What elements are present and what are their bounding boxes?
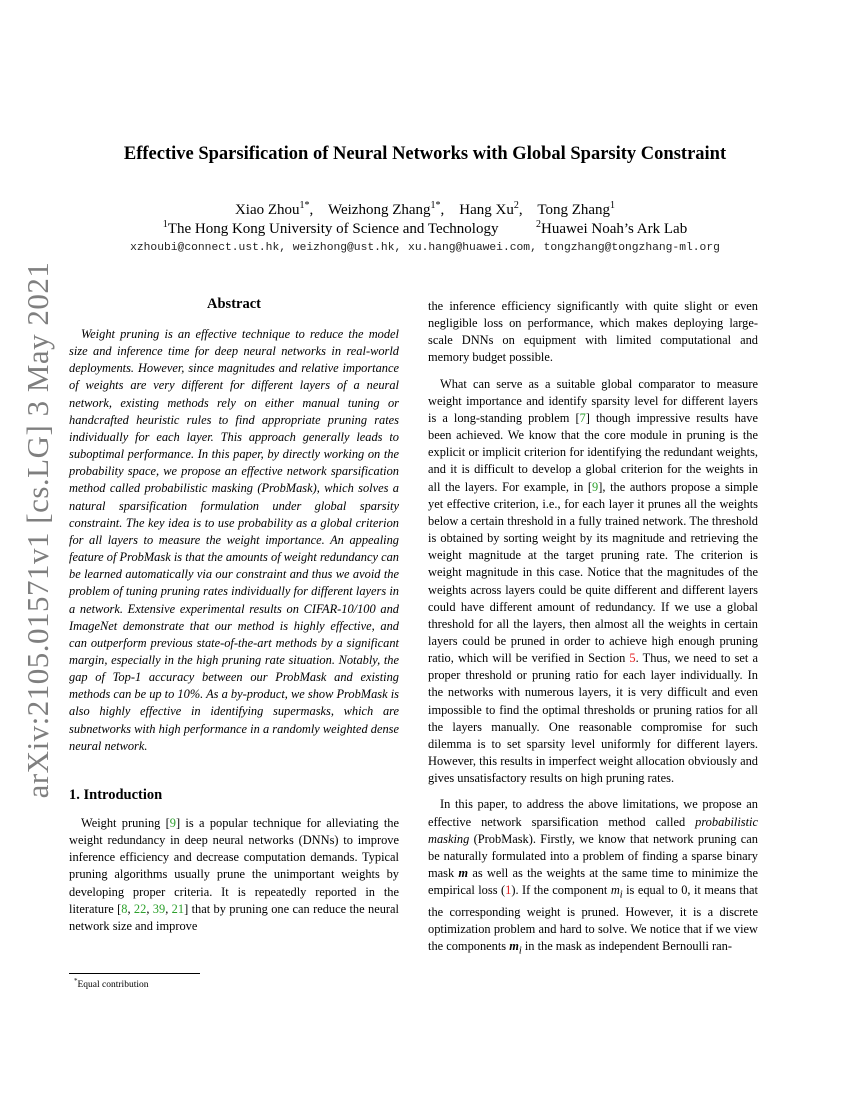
author-name: Hang Xu (459, 202, 514, 218)
math-subscript: i (619, 889, 623, 901)
footnote-mark: * (74, 977, 78, 985)
affiliation-mark: 2 (535, 219, 541, 230)
text-run: ] is a popular technique for alleviating the weight redundancy in deep neural networks (DNNs) to improve inference efficiency and decrease computation demands. Typical pruning algorithms usually prune the unimportant weights by developing proper criteria. It is repeatedly reported in the literature [ (69, 815, 399, 916)
text-run: , (146, 901, 153, 916)
math-symbol: m (610, 883, 620, 898)
author-mark: 1* (299, 200, 310, 211)
text-run: Weight pruning [ (81, 815, 170, 830)
text-run: . Thus, we need to set a proper threshold or pruning ratio for each layer individually. In the networks with numerous layers, it is very difficult and even impossible to find the optimal thresholds or pruning ratios for all the layers manually. One reasonable compromise for such dilemma is to set sparsity level uniformly for different layers. However, this results in imperfect weight allocation obviously and gives unsatisfactory results on high pruning rates. (428, 651, 758, 786)
emphasis-term: probabilistic masking (428, 814, 758, 846)
footnote (74, 977, 148, 990)
affiliation-list (60, 219, 790, 238)
footnote-text: Equal contribution (77, 980, 149, 991)
citation-link[interactable]: 9 (169, 815, 176, 830)
author-mark: 2 (513, 200, 519, 211)
intro-paragraph-1 (69, 815, 399, 935)
left-column (69, 296, 399, 935)
abstract-heading: Abstract (207, 296, 261, 312)
author-emails: xzhoubi@connect.ust.hk, weizhong@ust.hk, xu.hang@huawei.com, tongzhang@tongzhang-ml.org (130, 242, 720, 254)
text-run: is equal to 0, it means that the corresponding weight is pruned. However, it is a discrete optimization problem and hard to solve. We notice that if we view the components (428, 883, 758, 954)
text-run: (ProbMask). Firstly, we know that network pruning can be naturally formulated into a problem of finding a sparse binary mask (428, 831, 758, 880)
footnote-divider (69, 973, 200, 974)
author-separator: , (440, 202, 456, 218)
section-reference-link[interactable]: 5 (629, 651, 636, 666)
text-run: , (165, 901, 172, 916)
author-name: Tong Zhang (537, 202, 611, 218)
math-symbol: m (509, 939, 519, 954)
citation-link[interactable]: 39 (152, 901, 166, 916)
math-symbol: m (458, 866, 469, 880)
affiliation-mark: 1 (162, 219, 168, 230)
citation-link[interactable]: 21 (171, 901, 185, 916)
citation-link[interactable]: 8 (121, 901, 128, 916)
math-subscript: i (518, 945, 522, 957)
intro-paragraph-3 (428, 796, 758, 959)
affiliation-name: Huawei Noah’s Ark Lab (540, 221, 688, 237)
text-run: What can serve as a suitable global comparator to measure weight importance and identify sparsity level for different layers is a long-standing problem [ (428, 376, 758, 425)
paper-title: Effective Sparsification of Neural Networks with Global Sparsity Constraint (123, 144, 727, 164)
text-run: , (127, 901, 134, 916)
author-separator: , (518, 202, 534, 218)
introduction-heading: 1. Introduction (69, 786, 163, 803)
author-list (60, 200, 790, 219)
author-name: Weizhong Zhang (328, 202, 431, 218)
citation-link[interactable]: 22 (133, 901, 147, 916)
text-run: in the mask as independent Bernoulli ran- (521, 939, 732, 954)
text-run: as well as the weights at the same time to minimize the empirical loss ( (428, 866, 758, 898)
arxiv-id-text: arXiv:2105.01571v1 [cs.LG] 3 May 2021 (20, 261, 55, 799)
text-run: ] though impressive results have been achieved. We know that the core module in pruning is the explicit or implicit criterion for identifying the redundant weights, and it is difficult to develop a global criterion for the weights in all the layers. For example, in [ (428, 410, 758, 494)
text-run: ], the authors propose a simple yet effective criterion, i.e., for each layer it prunes all the weights below a certain threshold in a fully trained network. The threshold is obtained by sorting weight by its magnitude and retrieving the weight magnitude at the target pruning rate. The criterion is weight magnitude in this case. Notice that the magnitudes of the weights across layers could be quite different and different layers could have different amount of redundancy. If we use a global threshold for all the layers, then almost all the weights in certain layers could be pruned in order to achieve high enough pruning ratio, which will be verified in Section (428, 479, 758, 666)
text-run: ] that by pruning one can reduce the neural network size and improve (69, 901, 399, 933)
equation-reference-link[interactable]: 1 (505, 883, 512, 898)
intro-paragraph-2 (428, 376, 758, 788)
intro-paragraph-1-continued: the inference efficiency significantly with quite slight or even negligible loss on performance, which makes deploying large-scale DNNs on equipment with limited computational and memory budget possible. (428, 299, 758, 365)
author-name: Xiao Zhou (234, 202, 300, 218)
text-run: In this paper, to address the above limitations, we propose an effective network sparsification method called (428, 797, 758, 829)
author-mark: 1 (610, 200, 616, 211)
citation-link[interactable]: 7 (579, 410, 586, 425)
arxiv-side-identifier (18, 261, 58, 799)
text-run: ). If the component (511, 883, 611, 898)
author-mark: 1* (430, 200, 441, 211)
affiliation-name: The Hong Kong University of Science and Technology (167, 221, 499, 237)
author-separator: , (309, 202, 325, 218)
right-column (428, 298, 758, 960)
abstract-text: Weight pruning is an effective technique to reduce the model size and inference time for deep neural networks in real-world deployments. However, since magnitudes and relative importance of weights are very different for different layers of a neural network, existing methods rely on either manual tuning or handcrafted heuristic rules to find appropriate pruning rates individually for each layer. This approach generally leads to suboptimal performance. In this paper, by directly working on the probability space, we propose an effective network sparsification method called probabilistic masking (ProbMask), which solves a natural sparsification formulation under global sparsity constraint. The key idea is to use probability as a global criterion for all layers to measure the weight importance. An appealing feature of ProbMask is that the amounts of weight redundancy can be learned automatically via our constraint and thus we avoid the problem of tuning pruning rates individually for different layers in a network. Extensive experimental results on CIFAR-10/100 and ImageNet demonstrate that our method is highly effective, and can outperform previous state-of-the-art methods by a significant margin, especially in the high pruning rate situation. Notably, the gap of Top-1 accuracy between our ProbMask and existing methods can be up to 10%. As a by-product, we show ProbMask is also highly effective in identifying supermasks, which are subnetworks with high performance in a randomly weighted dense neural network. (69, 327, 399, 753)
citation-link[interactable]: 9 (592, 479, 599, 494)
